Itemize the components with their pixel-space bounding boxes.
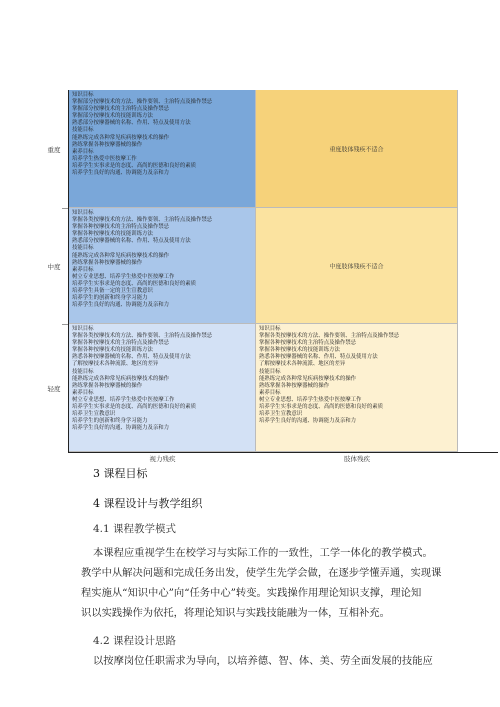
cell-text-line: 培养学生实事求是的态度、高尚的医德和良好的素质 [72, 280, 196, 287]
cell-text-line: 培养学生良好的沟通、协调能力及亲和力 [259, 418, 357, 425]
cell-text-line: 能熟练完成各种常见疾病按摩技术的操作 [72, 134, 170, 141]
cell-text-line: 熟悉部分按摩器械的名称、作用、特点及使用方法 [72, 120, 191, 127]
cell-text-line: 培养学生良好的沟通、协调能力及亲和力 [72, 302, 170, 309]
heading-design-ideas: 4.2 课程设计思路 [93, 635, 177, 647]
cell-text-line: 熟练掌握各种按摩器械的操作 [72, 382, 143, 389]
cell-text-line: 培养学生实事求是的态度、高尚的医德和良好的素质 [259, 404, 383, 411]
cell-text-line: 培养学生良好的沟通、协调能力及亲和力 [72, 425, 170, 432]
cell-text-line: 素养目标 [72, 148, 94, 155]
cell-text-line: 掌握各种按摩技术的技能训练方法 [72, 231, 153, 238]
col-label-limb: 肢体残疾 [344, 455, 370, 463]
cell-text-line: 了解按摩技术各种流派、地区的差异 [259, 361, 346, 368]
cell-text-line: 素养目标 [72, 389, 94, 396]
cell-lines [69, 90, 255, 177]
cell-text-line: 技能目标 [72, 127, 94, 134]
cell-lines [69, 208, 255, 309]
paragraph-line: 识以实践操作为依托，将理论知识与实践技能融为一体，互相补充。 [81, 607, 390, 619]
cell-text-line: 培养学生实事求是的态度、高尚的医德和良好的素质 [72, 162, 196, 169]
cell-lines [256, 324, 457, 425]
heading-course-design: 4 课程设计与教学组织 [93, 497, 203, 510]
cell-text-line: 树立专业思想、培养学生热爱中医按摩工作 [72, 396, 175, 403]
col-label-visual: 视力残疾 [149, 455, 176, 463]
cell-text-line: 培养学生实事求是的态度、高尚的医德和良好的素质 [72, 404, 196, 411]
cell-text-line: 培养学生热爱中医按摩工作 [72, 155, 137, 162]
cell-text-line: 掌握各种按摩技术的技能训练方法 [72, 347, 153, 354]
heading-teaching-mode: 4.1 课程教学模式 [93, 523, 177, 535]
cell-text-line: 熟练掌握各种按摩器械的操作 [259, 382, 330, 389]
cell-text-line: 技能目标 [259, 368, 281, 375]
goals-matrix [40, 90, 458, 463]
row-label-mild: 轻度 [47, 384, 61, 393]
cell-mild-visual [69, 324, 256, 452]
heading-course-goals: 3 课程目标 [93, 467, 148, 480]
cell-text-line: 培养学生良好的沟通、协调能力及亲和力 [72, 170, 170, 177]
row-label-severe: 重度 [47, 145, 61, 154]
cell-text-line: 掌握部分按摩技术的主治特点及操作禁忌 [72, 106, 170, 113]
cell-text-line: 掌握各类按摩技术的方法、操作要领、主治特点及操作禁忌 [72, 217, 213, 224]
cell-text-line: 掌握各类按摩技术的方法、操作要领、主治特点及操作禁忌 [72, 333, 213, 340]
cell-text-line: 培养学生具备一定的卫生宣教意识 [72, 288, 153, 295]
cell-text-line: 熟练掌握各种按摩器械的操作 [72, 141, 143, 148]
cell-severe-visual [69, 90, 256, 208]
cell-text-line: 掌握部分按摩技术的技能训练方法 [72, 113, 153, 120]
x-axis-line [68, 452, 498, 453]
y-axis-line [68, 90, 69, 452]
cell-text-line: 技能目标 [72, 245, 94, 252]
paragraph-line: 程实施从“知识中心”向“任务中心”转变。实践操作用理论知识支撑，理论知 [81, 587, 422, 599]
cell-text-line: 掌握各种按摩技术的技能训练方法 [259, 347, 340, 354]
cell-text-line: 熟练掌握各种按摩器械的操作 [72, 259, 143, 266]
cell-text-line: 能熟练完成各种常见疾病按摩技术的操作 [259, 375, 357, 382]
cell-note: 中度肢体残疾不适合 [329, 263, 384, 270]
cell-text-line: 知识目标 [72, 92, 94, 98]
cell-text-line: 技能目标 [72, 368, 94, 375]
paragraph-line: 本课程应重视学生在校学习与实际工作的一致性，工学一体化的教学模式。 [93, 547, 433, 559]
cell-text-line: 了解按摩技术各种流派、地区的差异 [72, 361, 159, 368]
cell-moderate-visual [69, 208, 256, 324]
paragraph-line: 以按摩岗位任职需求为导向，以培养德、智、体、美、劳全面发展的技能应 [93, 655, 433, 667]
cell-text-line: 熟悉各种按摩器械的名称、作用、特点及使用方法 [72, 354, 191, 361]
cell-text-line: 知识目标 [72, 210, 94, 216]
row-label-moderate: 中度 [47, 262, 61, 271]
cell-text-line: 树立专业思想、培养学生热爱中医按摩工作 [72, 273, 175, 280]
cell-moderate-limb [256, 208, 458, 324]
cell-text-line: 掌握各类按摩技术的方法、操作要领、主治特点及操作禁忌 [259, 333, 400, 340]
cell-lines [69, 324, 255, 432]
cell-text-line: 掌握各种按摩技术的主治特点及操作禁忌 [72, 340, 170, 347]
cell-text-line: 培养学生的创新和终身学习能力 [72, 295, 148, 302]
cell-text-line: 掌握各种按摩技术的主治特点及操作禁忌 [72, 224, 170, 231]
cell-text-line: 素养目标 [72, 266, 94, 273]
cell-text-line: 熟悉各种按摩器械的名称、作用、特点及使用方法 [259, 354, 378, 361]
cell-text-line: 知识目标 [259, 326, 281, 332]
cell-mild-limb [256, 324, 458, 452]
cell-text-line: 知识目标 [72, 326, 94, 332]
cell-text-line: 能熟练完成各种常见疾病按摩技术的操作 [72, 252, 170, 259]
cell-note: 重度肢体残疾不适合 [329, 146, 384, 153]
cell-text-line: 掌握部分按摩技术的方法、操作要领、主治特点及操作禁忌 [72, 99, 213, 106]
cell-text-line: 树立专业思想、培养学生热爱中医按摩工作 [259, 396, 362, 403]
cell-text-line: 培养卫生宣教意识 [259, 411, 303, 418]
cell-text-line: 培养卫生宣教意识 [72, 411, 116, 418]
cell-text-line: 熟悉部分按摩器械的名称、作用、特点及使用方法 [72, 238, 191, 245]
cell-text-line: 掌握各种按摩技术的主治特点及操作禁忌 [259, 340, 357, 347]
cell-text-line: 能熟练完成各种常见疾病按摩技术的操作 [72, 375, 170, 382]
cell-text-line: 素养目标 [259, 389, 281, 396]
cell-text-line: 培养学生的创新和终身学习能力 [72, 418, 148, 425]
paragraph-line: 教学中从解决问题和完成任务出发，使学生先学会做，在逐步学懂弄通，实现课 [81, 567, 442, 579]
cell-severe-limb [256, 90, 458, 208]
